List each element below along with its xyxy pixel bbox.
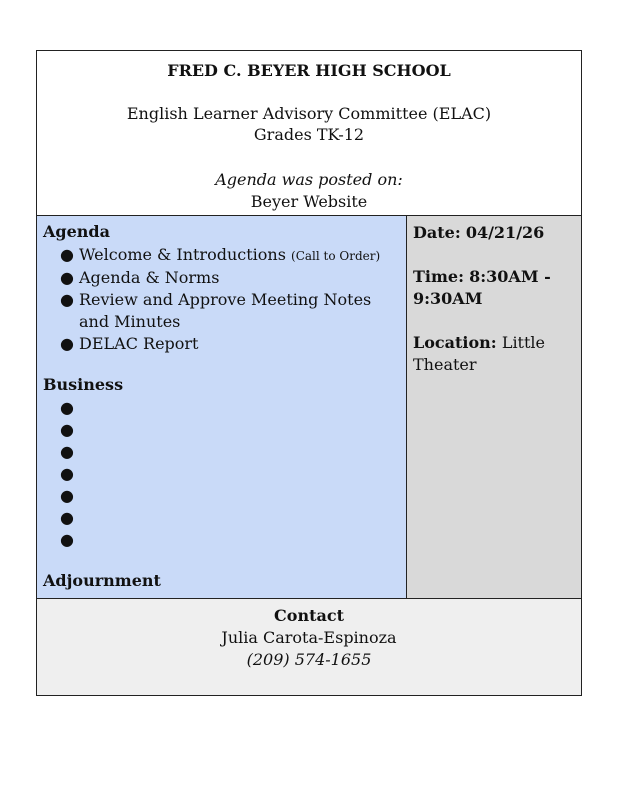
agenda-item-text: Review and Approve Meeting Notes and Minutes <box>79 290 372 331</box>
contact-name: Julia Carota-Espinoza <box>221 628 397 647</box>
bullet-icon: ● <box>60 464 74 483</box>
agenda-item <box>37 244 406 267</box>
posted-block <box>37 169 581 213</box>
contact-title: Contact <box>274 606 344 625</box>
posted-label: Agenda was posted on: <box>215 170 403 189</box>
business-item <box>37 441 406 463</box>
bullet-icon: ● <box>60 420 74 439</box>
time-value: 8:30AM - 9:30AM <box>413 267 551 308</box>
agenda-item-text: DELAC Report <box>79 334 199 353</box>
bullet-icon: ● <box>60 442 74 461</box>
agenda-item-text: Welcome & Introductions <box>79 245 286 264</box>
committee-name: English Learner Advisory Committee (ELAC) <box>126 104 492 123</box>
agenda-list <box>37 244 406 355</box>
bullet-icon: ● <box>60 530 74 549</box>
agenda-item-text: Agenda & Norms <box>79 268 220 287</box>
date-label: Date: <box>413 223 461 242</box>
header-section <box>37 51 581 216</box>
agenda-item <box>37 333 406 355</box>
bullet-icon: ● <box>60 334 74 353</box>
bullet-icon: ● <box>60 290 74 309</box>
business-item <box>37 419 406 441</box>
agenda-item <box>37 267 406 289</box>
bullet-icon: ● <box>60 268 74 287</box>
meeting-date <box>413 222 575 244</box>
date-value: 04/21/26 <box>465 223 545 242</box>
business-item <box>37 463 406 485</box>
posted-location: Beyer Website <box>250 192 368 211</box>
committee-block <box>37 103 581 145</box>
middle-section <box>37 216 581 599</box>
meeting-time <box>413 266 575 310</box>
contact-section <box>37 599 581 695</box>
meeting-info-column <box>407 216 581 598</box>
business-item <box>37 507 406 529</box>
meeting-location <box>413 332 575 376</box>
business-title: Business <box>43 375 124 394</box>
business-list <box>37 397 406 551</box>
bullet-icon: ● <box>60 398 74 417</box>
agenda-document <box>36 50 582 696</box>
grades: Grades TK-12 <box>253 125 365 144</box>
business-item <box>37 397 406 419</box>
time-label: Time: <box>413 267 464 286</box>
school-name: FRED C. BEYER HIGH SCHOOL <box>167 61 451 80</box>
location-value: Little Theater <box>413 333 545 374</box>
adjournment-title: Adjournment <box>43 571 161 590</box>
agenda-title: Agenda <box>43 222 110 241</box>
business-item <box>37 529 406 551</box>
agenda-item <box>37 289 406 333</box>
bullet-icon: ● <box>60 508 74 527</box>
contact-phone: (209) 574-1655 <box>246 650 372 669</box>
agenda-column <box>37 216 407 598</box>
bullet-icon: ● <box>60 245 74 264</box>
business-item <box>37 485 406 507</box>
location-label: Location: <box>413 333 497 352</box>
agenda-item-note: (Call to Order) <box>291 249 381 263</box>
bullet-icon: ● <box>60 486 74 505</box>
